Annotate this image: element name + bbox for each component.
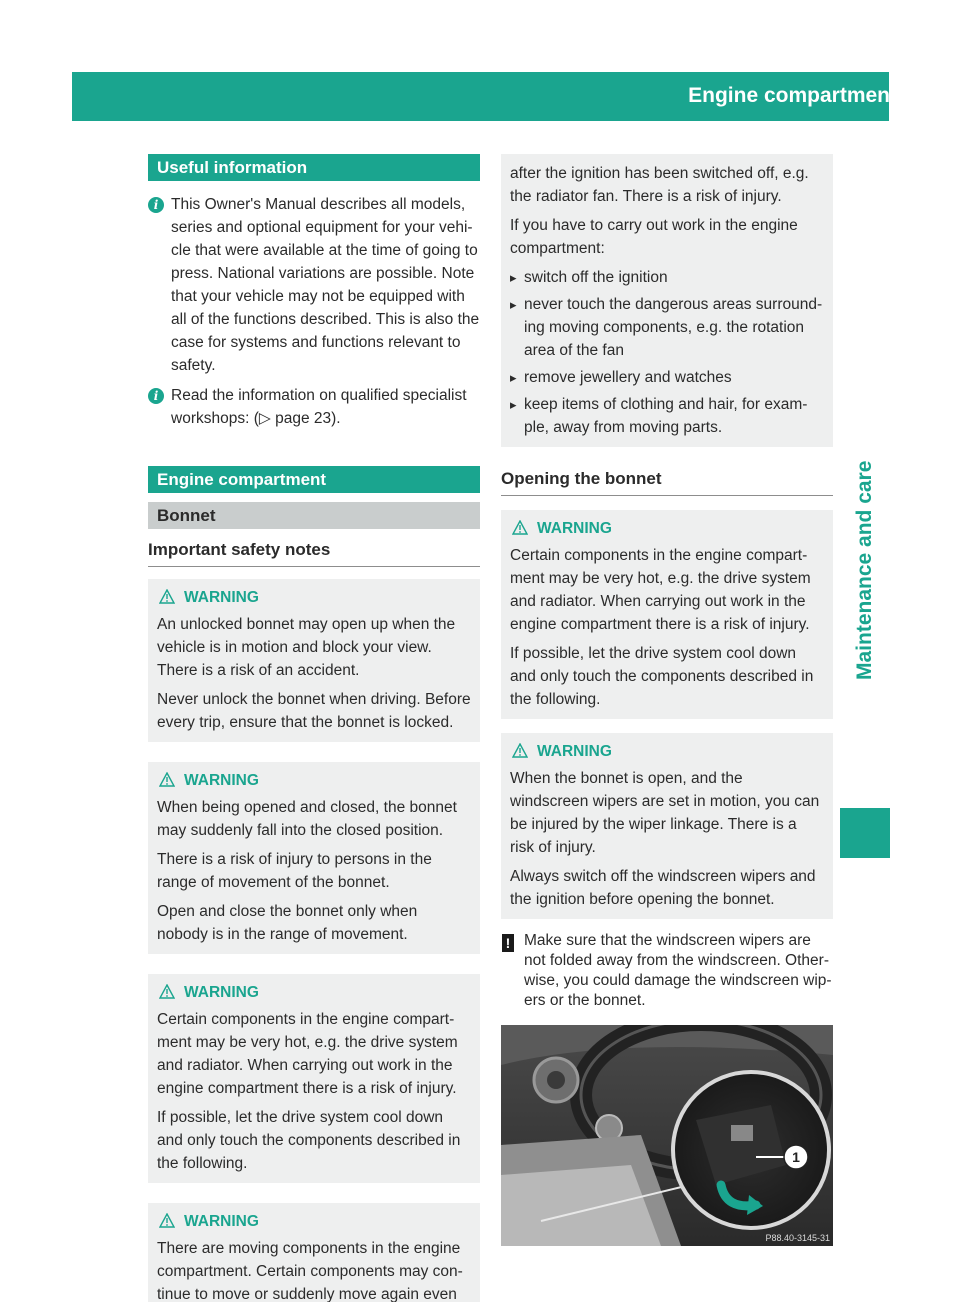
- page-header: [72, 72, 951, 121]
- useful-information-heading: Useful information: [148, 154, 480, 181]
- notice-text: Make sure that the windscreen wipers are not folded away from the windscreen. Other-wise, you could damage the windscreen wip-ers or the bonnet.: [524, 932, 832, 1009]
- warning-text: If possible, let the drive system cool down and only touch the components described in the following.: [510, 645, 814, 708]
- warning-text: Never unlock the bonnet when driving. Before every trip, ensure that the bonnet is locked.: [157, 691, 471, 731]
- warning-triangle-icon: [159, 589, 175, 604]
- warning-triangle-icon: [159, 984, 175, 999]
- dashboard-illustration: [501, 1025, 833, 1246]
- warning-box: [148, 579, 480, 742]
- warning-text: Open and close the bonnet only when nobody is in the range of movement.: [157, 903, 418, 943]
- warning-triangle-icon: [512, 520, 528, 535]
- warning-box: [148, 762, 480, 954]
- warning-triangle-icon: [512, 743, 528, 758]
- warning-text: There is a risk of injury to persons in the range of movement of the bonnet.: [157, 851, 432, 891]
- left-column: [148, 154, 480, 1302]
- info-note: [148, 384, 480, 430]
- bonnet-release-lever-figure: [501, 1025, 833, 1246]
- warning-box: [148, 974, 480, 1183]
- side-tab-marker: [840, 808, 890, 858]
- section-title: Engine compartment: [688, 84, 897, 107]
- side-tab-label: Maintenance and care: [853, 460, 876, 680]
- bullet-item: ▸ remove jewellery and watches: [510, 366, 824, 389]
- warning-text: There are moving components in the engine compartment. Certain components may con-tinue to move or suddenly move again even: [157, 1240, 463, 1302]
- opening-the-bonnet-heading: Opening the bonnet: [501, 467, 833, 496]
- warning-box: [148, 1203, 480, 1302]
- warning-text: If you have to carry out work in the engine compartment:: [510, 217, 798, 257]
- warning-text: Certain components in the engine compart-ment may be very hot, e.g. the drive system and radiator. When carrying out work in the engine compartment there is a risk of injury.: [157, 1011, 458, 1097]
- warning-title: WARNING: [157, 982, 471, 1004]
- engine-compartment-heading: Engine compartment: [148, 466, 480, 493]
- warning-title: WARNING: [510, 518, 824, 540]
- figure-code: P88.40-3145-31: [765, 1233, 830, 1243]
- info-note-text: Read the information on qualified specialist workshops: (▷ page 23).: [171, 387, 467, 427]
- notice-note: [501, 931, 833, 1011]
- warning-box: [501, 510, 833, 719]
- exclamation-icon: !: [502, 934, 514, 952]
- bonnet-heading: Bonnet: [148, 502, 480, 529]
- warning-title: WARNING: [157, 1211, 471, 1233]
- bullet-item: ▸ switch off the ignition: [510, 266, 824, 289]
- warning-title: WARNING: [157, 587, 471, 609]
- warning-text: after the ignition has been switched off, e.g. the radiator fan. There is a risk of injury.: [510, 165, 809, 205]
- info-icon: i: [148, 197, 164, 213]
- warning-text: Certain components in the engine compart-ment may be very hot, e.g. the drive system and radiator. When carrying out work in the engine compartment there is a risk of injury.: [510, 547, 811, 633]
- info-note-text: This Owner's Manual describes all models, series and optional equipment for your vehi-cle that were available at the time of going to press. National variations are possible. Note that your vehicle may not be equipped with all of the functions described. This is also the case for systems and functions relevant to safety.: [171, 196, 480, 374]
- warning-box-continued: [501, 154, 833, 447]
- warning-title: WARNING: [510, 741, 824, 763]
- warning-triangle-icon: [159, 1213, 175, 1228]
- page-number: 239: [915, 84, 951, 107]
- warning-text: When being opened and closed, the bonnet may suddenly fall into the closed position.: [157, 799, 457, 839]
- warning-box: [501, 733, 833, 919]
- warning-text: When the bonnet is open, and the windscreen wipers are set in motion, you can be injured by the wiper linkage. There is a risk of injury.: [510, 770, 820, 856]
- warning-text: Always switch off the windscreen wipers and the ignition before opening the bonnet.: [510, 868, 816, 908]
- warning-text: An unlocked bonnet may open up when the vehicle is in motion and block your view. There is a risk of an accident.: [157, 616, 456, 679]
- important-safety-notes-heading: Important safety notes: [148, 538, 480, 567]
- info-icon: i: [148, 388, 164, 404]
- right-column: [501, 154, 833, 1246]
- callout-number: 1: [792, 1149, 800, 1165]
- side-tab: [840, 260, 890, 680]
- bullet-item: ▸ keep items of clothing and hair, for exam-ple, away from moving parts.: [510, 393, 824, 439]
- warning-triangle-icon: [159, 772, 175, 787]
- info-note: [148, 193, 480, 377]
- bullet-item: ▸ never touch the dangerous areas surround-ing moving components, e.g. the rotation area of the fan: [510, 293, 824, 362]
- warning-title: WARNING: [157, 770, 471, 792]
- warning-text: If possible, let the drive system cool down and only touch the components described in the following.: [157, 1109, 461, 1172]
